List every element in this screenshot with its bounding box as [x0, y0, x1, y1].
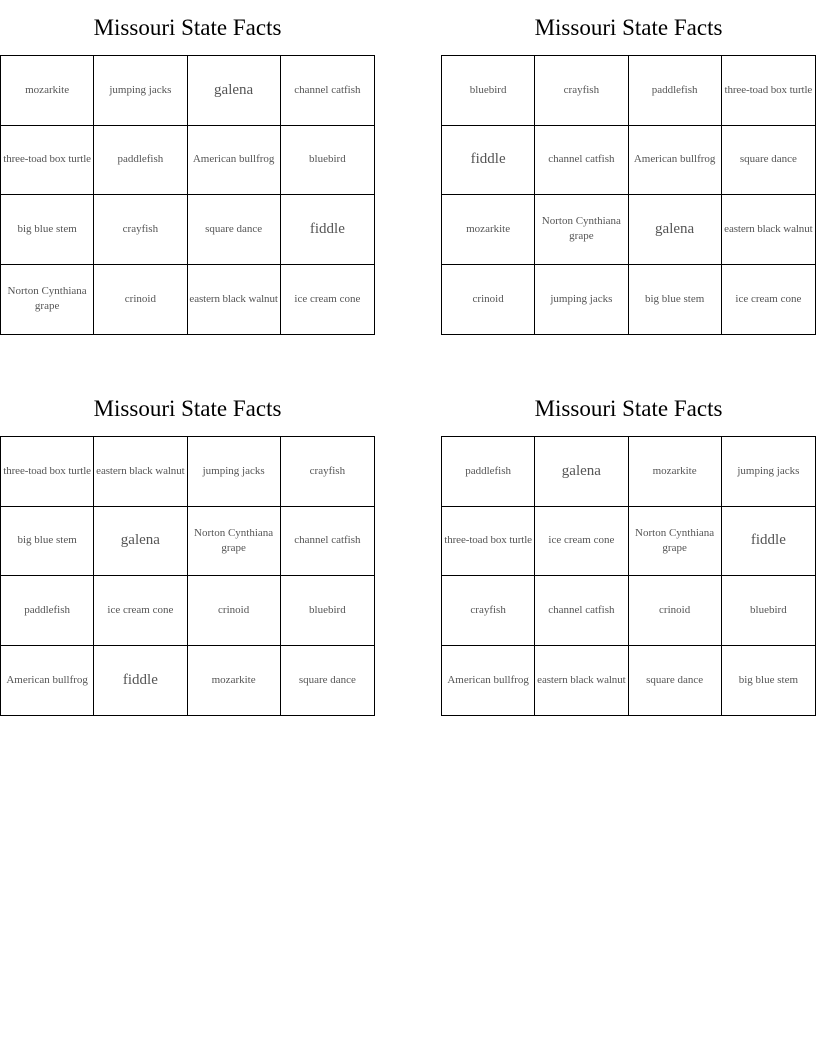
grid-cell: three-toad box turtle — [1, 437, 94, 507]
grid-cell: paddlefish — [442, 437, 535, 507]
bingo-grid — [441, 436, 816, 716]
grid-cell: crinoid — [94, 265, 187, 335]
grid-cell: crayfish — [94, 195, 187, 265]
grid-cell: ice cream cone — [735, 292, 802, 305]
grid-cell: Norton Cynthiana grape — [1, 265, 94, 335]
bingo-grid — [441, 55, 816, 335]
grid-cell: paddlefish — [1, 576, 94, 646]
bingo-card-3 — [0, 381, 375, 716]
grid-cell: jumping jacks — [188, 437, 281, 507]
grid-cell: jumping jacks — [722, 437, 815, 507]
grid-cell: ice cream cone — [294, 292, 361, 305]
grid-cell: Norton Cynthiana grape — [629, 507, 722, 577]
bingo-grid — [0, 436, 375, 716]
grid-cell: bluebird — [281, 126, 374, 196]
bingo-card-1 — [0, 0, 375, 335]
grid-cell: three-toad box turtle — [1, 126, 94, 196]
grid-cell: crayfish — [281, 437, 374, 507]
grid-cell: channel catfish — [535, 126, 628, 196]
bingo-grid — [0, 55, 375, 335]
grid-cell: Norton Cynthiana grape — [188, 507, 281, 577]
card-title: Missouri State Facts — [534, 15, 723, 40]
grid-cell: big blue stem — [1, 195, 94, 265]
grid-cell: jumping jacks — [94, 56, 187, 126]
grid-cell: bluebird — [281, 576, 374, 646]
grid-cell: eastern black walnut — [535, 646, 628, 716]
grid-cell: fiddle — [722, 507, 815, 577]
card-title: Missouri State Facts — [534, 396, 723, 421]
grid-cell: eastern black walnut — [188, 265, 281, 335]
grid-cell: bluebird — [722, 576, 815, 646]
grid-cell: American bullfrog — [188, 126, 281, 196]
grid-cell: American bullfrog — [1, 646, 94, 716]
grid-cell: square dance — [629, 646, 722, 716]
grid-cell: channel catfish — [281, 507, 374, 577]
bingo-card-4 — [441, 381, 816, 716]
grid-cell: Norton Cynthiana grape — [535, 195, 628, 265]
grid-cell: ice cream cone — [94, 576, 187, 646]
grid-cell: jumping jacks — [535, 265, 628, 335]
grid-cell: crayfish — [535, 56, 628, 126]
grid-cell: eastern black walnut — [722, 195, 815, 265]
grid-cell: mozarkite — [1, 56, 94, 126]
grid-cell: square dance — [188, 195, 281, 265]
card-title: Missouri State Facts — [93, 396, 282, 421]
grid-cell: big blue stem — [629, 265, 722, 335]
grid-cell: crinoid — [442, 265, 535, 335]
grid-cell: mozarkite — [629, 437, 722, 507]
grid-cell: three-toad box turtle — [442, 507, 535, 577]
grid-cell: ice cream cone — [535, 507, 628, 577]
grid-cell: galena — [94, 507, 187, 577]
grid-cell: square dance — [298, 673, 356, 686]
grid-cell: big blue stem — [738, 673, 799, 686]
grid-cell: fiddle — [281, 195, 374, 265]
grid-cell: channel catfish — [281, 56, 374, 126]
grid-cell: crayfish — [442, 576, 535, 646]
grid-cell: channel catfish — [535, 576, 628, 646]
grid-cell: crinoid — [188, 576, 281, 646]
grid-cell: American bullfrog — [442, 646, 535, 716]
grid-cell: square dance — [722, 126, 815, 196]
grid-cell: big blue stem — [1, 507, 94, 577]
grid-cell: fiddle — [442, 126, 535, 196]
grid-cell: paddlefish — [629, 56, 722, 126]
grid-cell: galena — [188, 56, 281, 126]
grid-cell: eastern black walnut — [94, 437, 187, 507]
grid-cell: mozarkite — [442, 195, 535, 265]
grid-cell: fiddle — [94, 646, 187, 716]
grid-cell: paddlefish — [94, 126, 187, 196]
grid-cell: three-toad box turtle — [722, 56, 815, 126]
grid-cell: American bullfrog — [629, 126, 722, 196]
grid-cell: galena — [629, 195, 722, 265]
grid-cell: crinoid — [629, 576, 722, 646]
card-title: Missouri State Facts — [93, 15, 282, 40]
bingo-card-2 — [441, 0, 816, 335]
grid-cell: galena — [535, 437, 628, 507]
grid-cell: bluebird — [442, 56, 535, 126]
grid-cell: mozarkite — [188, 646, 281, 716]
